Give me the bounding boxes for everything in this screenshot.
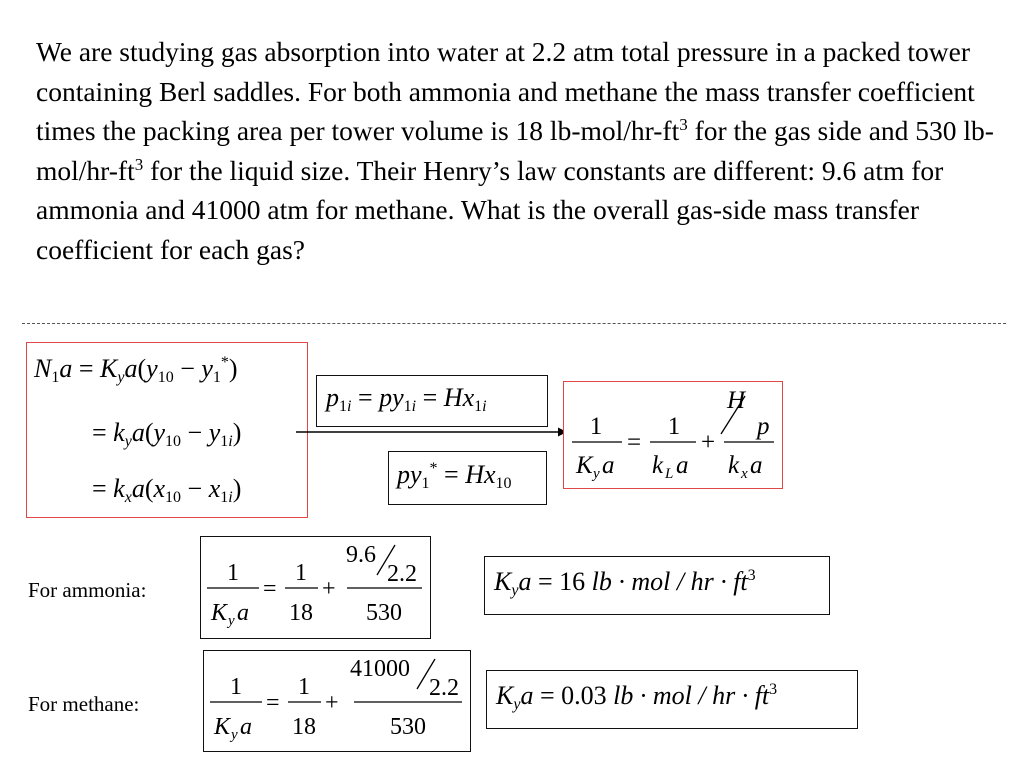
arrow-icon (296, 426, 568, 438)
svg-text:y: y (593, 466, 600, 482)
svg-text:y: y (231, 727, 238, 743)
methane-result-value: 0.03 (561, 681, 607, 710)
ammonia-label: For ammonia: (28, 578, 147, 602)
svg-text:a: a (602, 452, 615, 479)
section-divider (22, 323, 1006, 324)
svg-text:K: K (211, 600, 228, 626)
svg-text:+: + (322, 576, 336, 602)
methane-henry-value: 41000 (350, 656, 410, 682)
ammonia-henry-value: 9.6 (346, 542, 376, 568)
methane-pressure-value: 2.2 (429, 675, 459, 701)
methane-calc (204, 651, 468, 749)
svg-text:p: p (757, 413, 770, 440)
svg-text:=: = (627, 429, 642, 456)
svg-text:1: 1 (298, 674, 310, 700)
svg-text:1: 1 (589, 413, 603, 440)
svg-text:a: a (750, 452, 763, 479)
bulk-equilibrium-eq: $py_1^* = Hx_{10}$ (397, 460, 512, 492)
rate-eq-line-3: = $k_xa(x_{10} - x_{1i})$ (92, 474, 242, 506)
svg-text:y: y (228, 613, 235, 629)
ammonia-kya-value: 18 (289, 600, 313, 626)
svg-text:=: = (266, 690, 280, 716)
svg-text:=: = (263, 576, 277, 602)
svg-text:a: a (240, 714, 252, 740)
svg-text:K: K (214, 714, 231, 740)
methane-result: $K_ya = 0.03$ lb · mol / hr · $ft^3$ (496, 681, 778, 713)
methane-kxa-value: 530 (390, 714, 426, 740)
rate-eq-line-1: $N_1a = K_ya(y_{10} - y_1^*)$ (34, 354, 238, 386)
svg-text:a: a (237, 600, 249, 626)
ammonia-kxa-value: 530 (366, 600, 402, 626)
svg-text:k: k (652, 452, 664, 479)
svg-text:k: k (728, 452, 740, 479)
svg-text:+: + (701, 429, 716, 456)
svg-text:1: 1 (230, 674, 242, 700)
svg-text:H: H (727, 387, 746, 414)
problem-statement: We are studying gas absorption into water at 2.2 atm total pressure in a packed tower containing Berl saddles. For both ammonia and methane the mass transfer coefficient times the packing area per tower volume is 18 $lb-mol/hr-ft^3$ for the gas side and 530 $lb-mol/hr-ft^3$ for the liquid size. Their Henry’s law constants are different: 9.6 atm for ammonia and 41000 atm for methane. What is the overall gas-side mass transfer coefficient for each gas? (36, 36, 994, 265)
ammonia-result: $K_ya = 16$ lb · mol / hr · $ft^3$ (494, 567, 756, 599)
methane-label: For methane: (28, 692, 140, 716)
methane-kya-value: 18 (292, 714, 316, 740)
ammonia-calc (201, 537, 428, 636)
svg-text:1: 1 (227, 560, 239, 586)
svg-text:K: K (576, 452, 593, 479)
overall-coefficient-formula (564, 382, 780, 486)
ammonia-result-value: 16 (559, 567, 586, 596)
svg-text:+: + (325, 690, 339, 716)
svg-text:1: 1 (295, 560, 307, 586)
interface-equilibrium-eq: $p_{1i} = py_{1i} = Hx_{1i}$ (326, 383, 487, 415)
ammonia-pressure-value: 2.2 (387, 561, 417, 587)
svg-text:x: x (741, 466, 748, 482)
rate-eq-line-2: = $k_ya(y_{10} - y_{1i})$ (92, 418, 242, 450)
svg-text:a: a (676, 452, 689, 479)
svg-text:1: 1 (667, 413, 681, 440)
svg-text:L: L (665, 466, 674, 482)
